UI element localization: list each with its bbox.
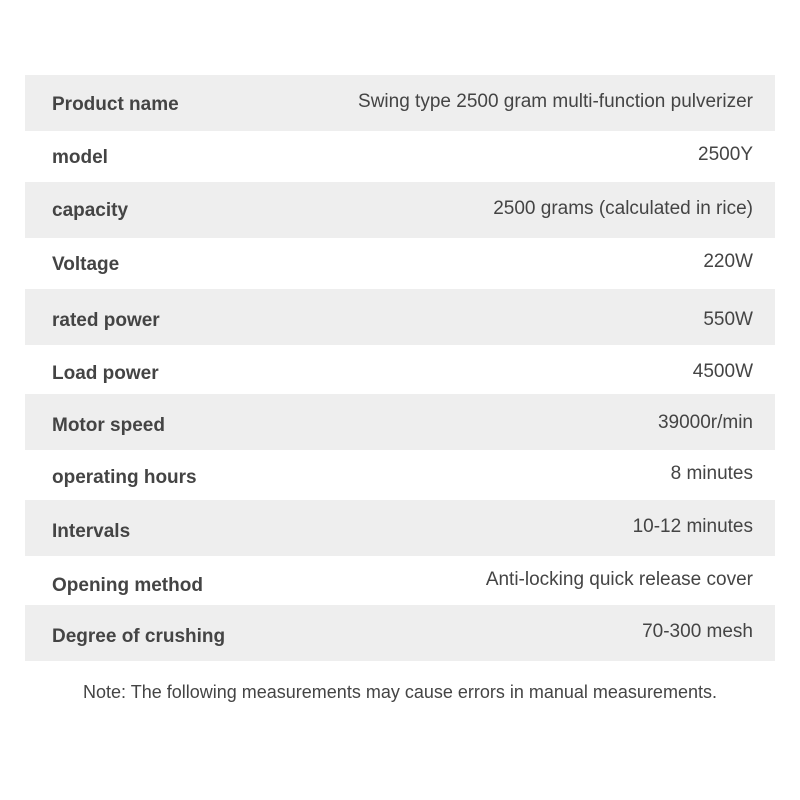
spec-label: operating hours — [52, 466, 197, 488]
spec-row-motor-speed — [25, 394, 775, 450]
spec-value: 550W — [703, 309, 753, 330]
spec-row-capacity — [25, 182, 775, 238]
spec-row-opening-method — [25, 556, 775, 605]
spec-label: capacity — [52, 199, 129, 221]
spec-row-intervals — [25, 500, 775, 556]
spec-value: 220W — [703, 251, 753, 272]
spec-value: 10-12 minutes — [632, 516, 753, 537]
spec-label: Load power — [52, 362, 159, 384]
spec-row-model — [25, 131, 775, 182]
spec-label: Intervals — [52, 521, 131, 542]
spec-value: 70-300 mesh — [642, 621, 753, 642]
spec-value: 39000r/min — [657, 412, 753, 433]
spec-label: rated power — [52, 310, 160, 331]
spec-row-degree-of-crushing — [25, 605, 775, 661]
spec-label: Opening method — [52, 574, 203, 596]
spec-value: 4500W — [692, 360, 753, 382]
spec-label: Motor speed — [52, 415, 165, 436]
spec-value: 2500Y — [698, 143, 753, 165]
spec-value: 8 minutes — [670, 463, 753, 484]
spec-row-operating-hours — [25, 450, 775, 500]
spec-table — [25, 75, 775, 661]
spec-row-rated-power — [25, 289, 775, 345]
spec-label: Product name — [52, 93, 179, 115]
spec-row-voltage — [25, 238, 775, 289]
spec-row-product-name — [25, 75, 775, 131]
spec-value: 2500 grams (calculated in rice) — [493, 197, 753, 219]
spec-row-load-power — [25, 345, 775, 394]
spec-label: Voltage — [52, 253, 120, 275]
spec-label: Degree of crushing — [52, 626, 226, 647]
spec-label: model — [52, 147, 108, 168]
spec-value: Anti-locking quick release cover — [485, 568, 753, 590]
measurement-note: Note: The following measurements may cause errors in manual measurements. — [83, 682, 717, 702]
spec-value: Swing type 2500 gram multi-function pulverizer — [358, 90, 753, 112]
